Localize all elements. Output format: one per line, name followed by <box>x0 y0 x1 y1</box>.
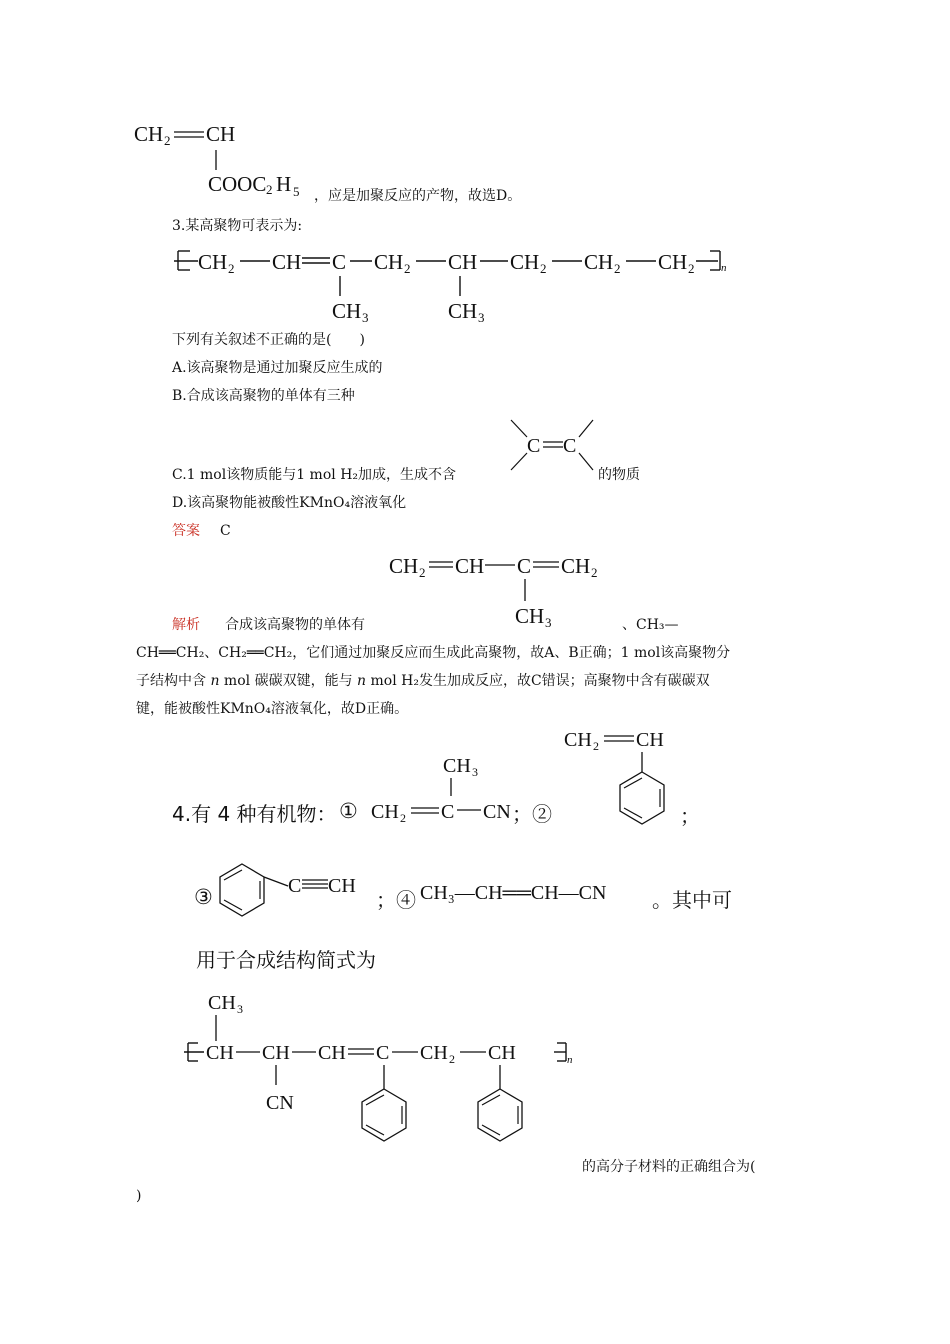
q4-tail: 。其中可 <box>652 888 732 912</box>
svg-text:3: 3 <box>478 310 485 325</box>
q3-option-c: C.1 mol该物质能与1 mol H₂加成，生成不含 <box>172 467 457 483</box>
q4-end: 的高分子材料的正确组合为( <box>582 1159 756 1175</box>
svg-text:2: 2 <box>593 739 599 753</box>
svg-text:CN: CN <box>483 801 511 823</box>
q3-question: 下列有关叙述不正确的是( ) <box>172 332 365 348</box>
svg-text:CH: CH <box>488 1042 516 1064</box>
svg-text:2: 2 <box>400 811 406 825</box>
svg-text:CH: CH <box>448 250 478 274</box>
svg-text:5: 5 <box>293 184 300 199</box>
answer-label: 答案 <box>172 523 200 539</box>
svg-text:CH: CH <box>389 554 419 578</box>
svg-text:C: C <box>527 435 541 457</box>
svg-text:n: n <box>721 262 727 274</box>
svg-text:C: C <box>517 554 532 578</box>
svg-text:CH: CH <box>515 604 545 628</box>
q3-stem: 3.某高聚物可表示为: <box>172 218 303 234</box>
q2-monomer-structure <box>130 118 330 200</box>
analysis-label: 解析 <box>172 617 200 633</box>
answer-value: C <box>220 523 231 539</box>
analysis-line4: 键，能被酸性KMnO₄溶液氧化，故D正确。 <box>136 701 409 717</box>
q4-intro: 4.有 4 种有机物： <box>172 802 337 826</box>
svg-text:CH: CH <box>374 250 404 274</box>
analysis-line2: CH══CH₂、CH₂══CH₂，它们通过加聚反应而生成此高聚物，故A、B正确；1 mol该高聚物分 <box>136 645 731 661</box>
svg-text:CH: CH <box>332 299 362 323</box>
svg-text:CH: CH <box>455 554 485 578</box>
svg-text:2: 2 <box>688 261 695 276</box>
q4-molecule-2-styrene <box>560 722 680 850</box>
svg-text:CH: CH <box>272 250 302 274</box>
q3-option-b: B.合成该高聚物的单体有三种 <box>172 388 355 404</box>
q4-sep-3: ；④ <box>376 888 416 912</box>
svg-text:CH: CH <box>206 122 236 146</box>
q3-option-d: D.该高聚物能被酸性KMnO₄溶液氧化 <box>172 495 407 511</box>
q2-tail-text: ，应是加聚反应的产物，故选D。 <box>314 188 522 204</box>
svg-text:C: C <box>332 250 347 274</box>
q4-polymer-structure <box>180 985 600 1175</box>
svg-text:③: ③ <box>194 885 213 909</box>
svg-text:3: 3 <box>472 765 478 779</box>
svg-text:COOC: COOC <box>208 172 267 196</box>
svg-text:3: 3 <box>545 615 552 630</box>
svg-text:H: H <box>276 172 292 196</box>
svg-text:2: 2 <box>419 565 426 580</box>
svg-text:CH: CH <box>371 801 399 823</box>
q3-polymer-structure <box>170 240 750 330</box>
q4-close: ) <box>136 1188 142 1204</box>
svg-text:C: C <box>441 801 455 823</box>
svg-text:CH: CH <box>318 1042 346 1064</box>
q4-molecule-4: CH₃—CH══CH—CN <box>420 882 607 904</box>
svg-text:C: C <box>376 1042 390 1064</box>
svg-text:2: 2 <box>449 1052 455 1066</box>
svg-text:CH: CH <box>262 1042 290 1064</box>
svg-text:2: 2 <box>164 133 171 148</box>
svg-text:CH: CH <box>448 299 478 323</box>
isoprene-structure <box>385 545 635 630</box>
svg-text:2: 2 <box>591 565 598 580</box>
svg-text:CH: CH <box>420 1042 448 1064</box>
svg-text:2: 2 <box>228 261 235 276</box>
svg-text:CN: CN <box>266 1092 294 1114</box>
svg-text:CH: CH <box>658 250 688 274</box>
svg-text:3: 3 <box>362 310 369 325</box>
svg-text:CH: CH <box>564 729 592 751</box>
q4-molecule-1 <box>335 748 535 833</box>
svg-text:CH: CH <box>198 250 228 274</box>
q3-option-c-tail: 的物质 <box>598 467 640 483</box>
svg-text:2: 2 <box>266 182 273 197</box>
svg-text:CH: CH <box>328 875 356 897</box>
svg-text:①: ① <box>339 799 358 823</box>
svg-text:C: C <box>563 435 577 457</box>
svg-text:CH: CH <box>208 992 236 1014</box>
ch2-label: CH <box>134 122 164 146</box>
analysis-line3: 子结构中含 n mol 碳碳双键，能与 n mol H₂发生加成反应，故C错误；高聚物中含有碳碳双 <box>136 673 710 689</box>
svg-text:CH: CH <box>636 729 664 751</box>
svg-text:2: 2 <box>540 261 547 276</box>
q4-sep-2: ； <box>680 804 700 828</box>
svg-text:CH: CH <box>584 250 614 274</box>
q4-molecule-3-phenylacetylene <box>190 850 380 930</box>
svg-text:CH: CH <box>206 1042 234 1064</box>
svg-text:n: n <box>567 1054 573 1066</box>
svg-text:2: 2 <box>404 261 411 276</box>
svg-text:C: C <box>288 875 302 897</box>
analysis-sep: 、CH₃— <box>622 617 679 633</box>
q4-line2: 用于合成结构简式为 <box>196 948 376 972</box>
svg-text:CH: CH <box>443 755 471 777</box>
q4-sep-1: ；② <box>512 802 552 826</box>
analysis-intro: 合成该高聚物的单体有 <box>225 617 365 633</box>
svg-text:2: 2 <box>614 261 621 276</box>
c-c-double-bond-structure <box>505 415 600 477</box>
svg-text:CH: CH <box>510 250 540 274</box>
svg-text:3: 3 <box>237 1002 243 1016</box>
q3-option-a: A.该高聚物是通过加聚反应生成的 <box>172 360 383 376</box>
svg-text:CH: CH <box>561 554 591 578</box>
